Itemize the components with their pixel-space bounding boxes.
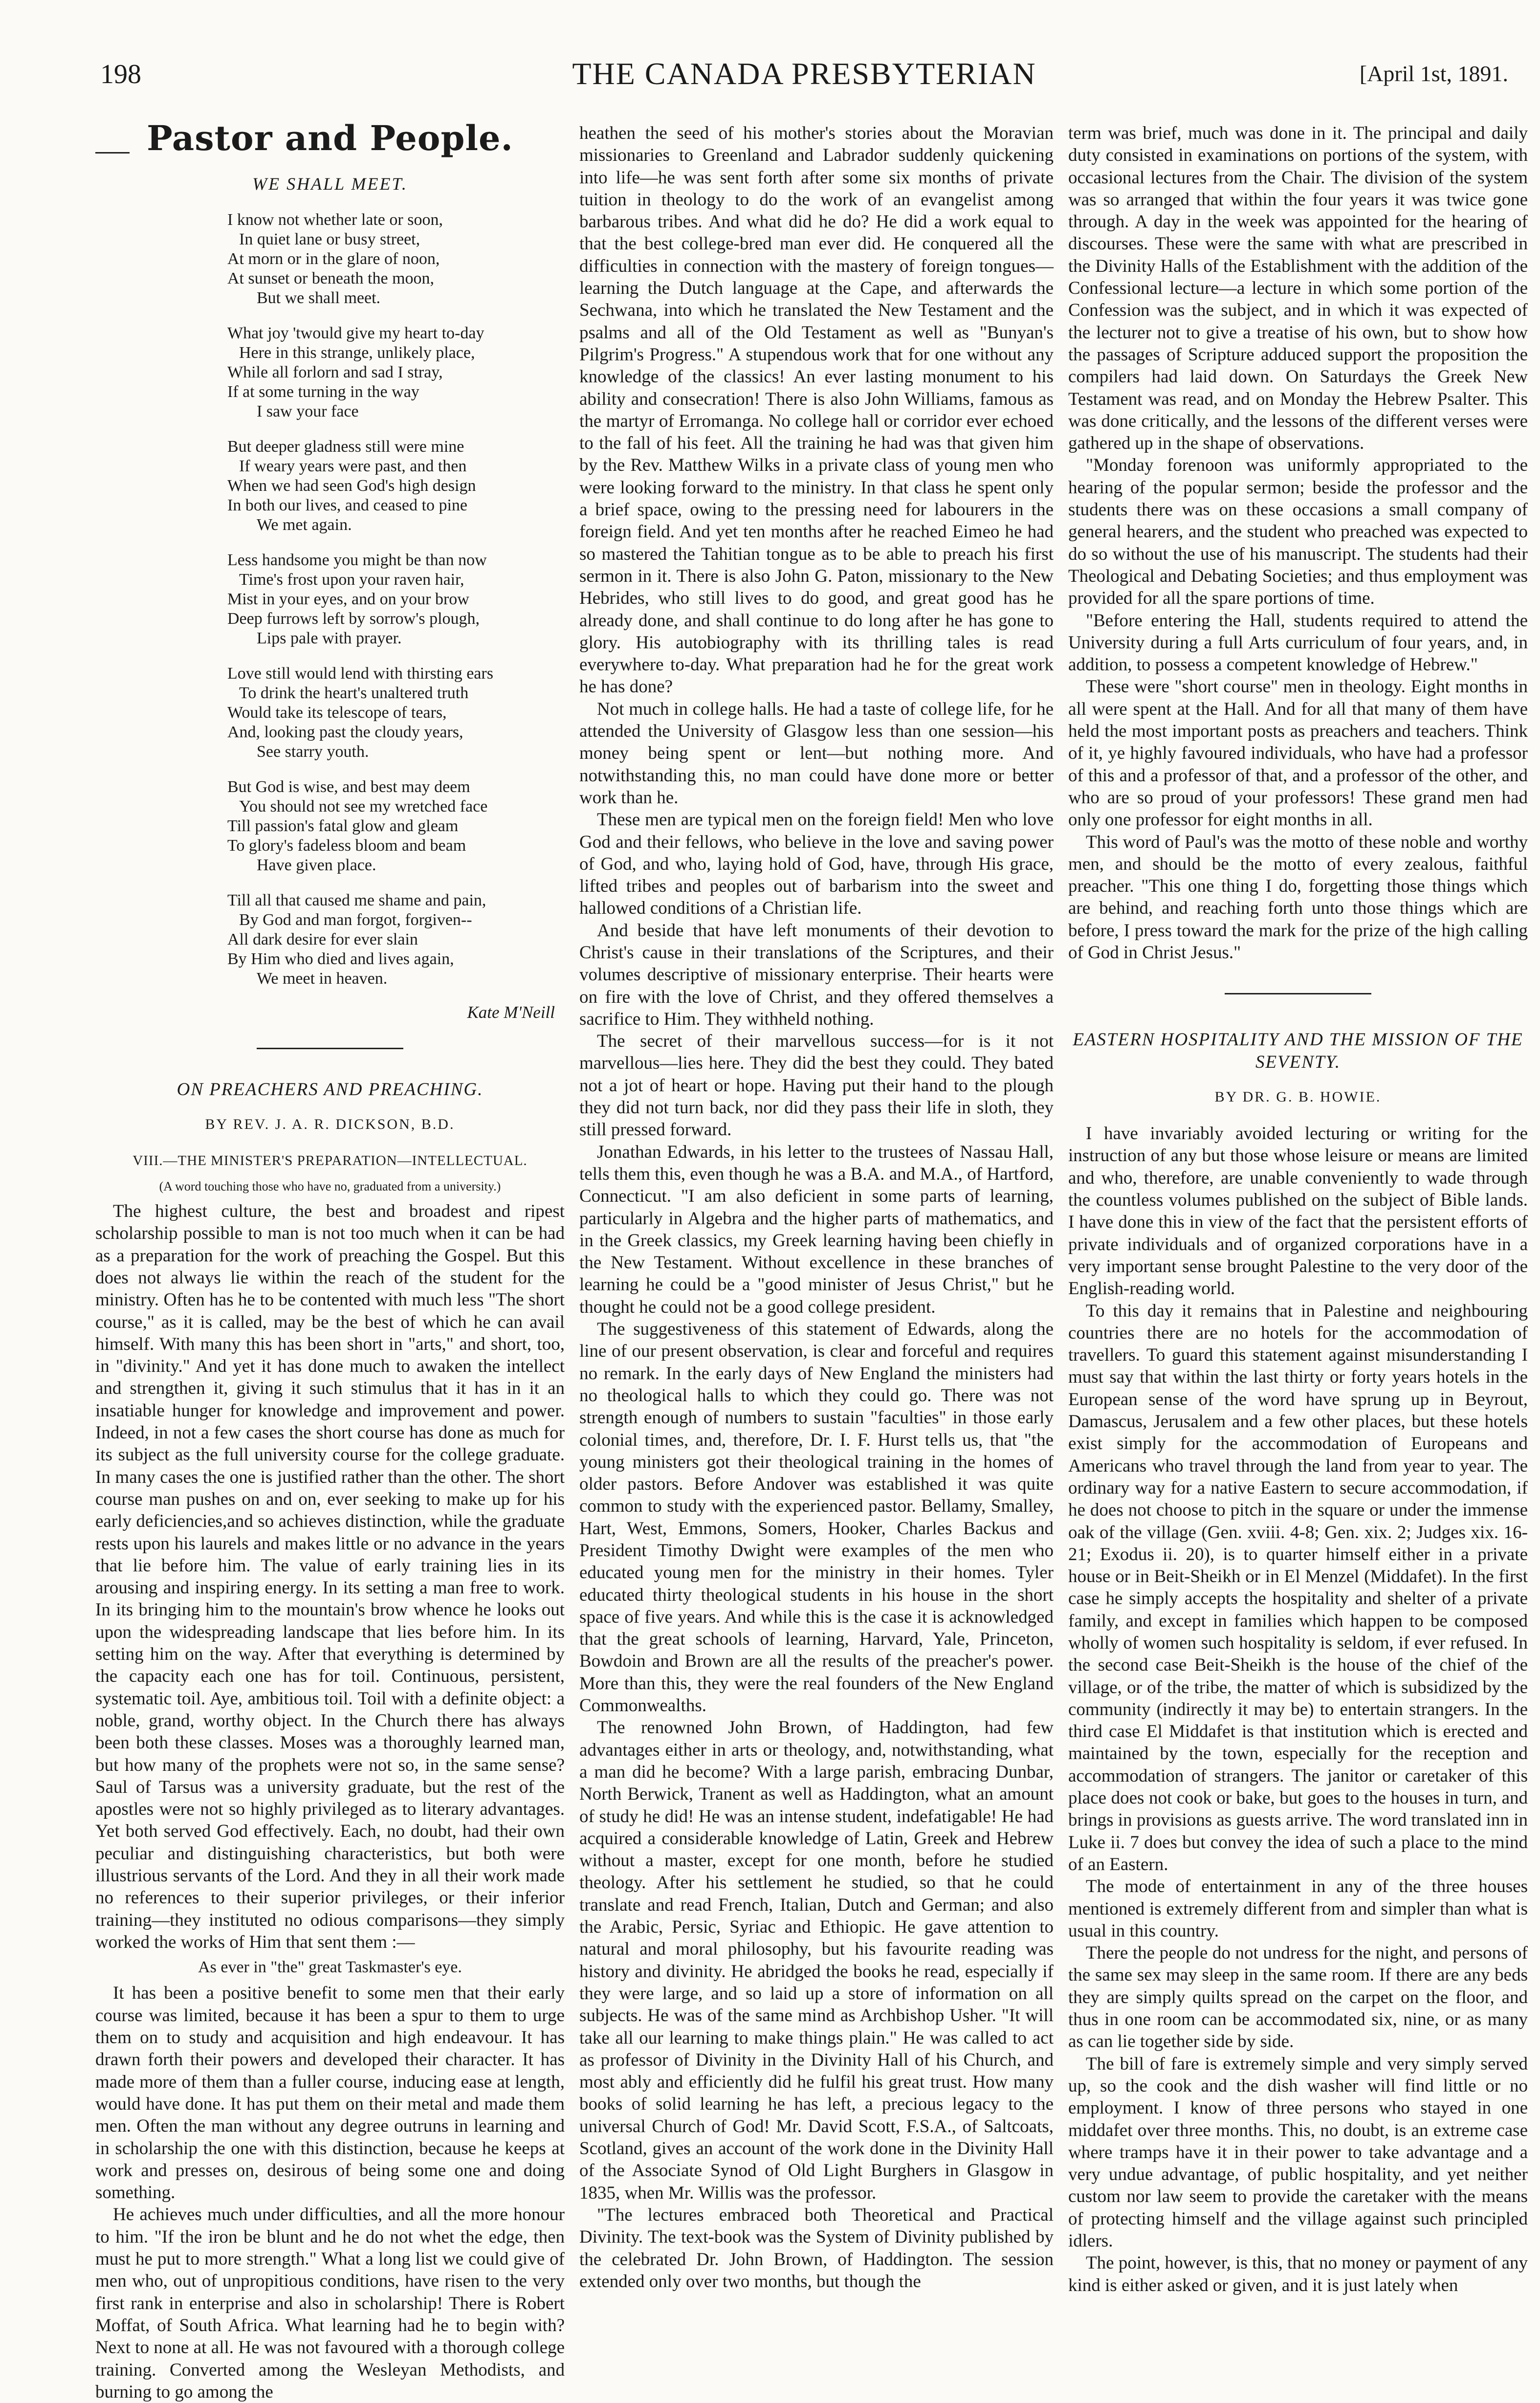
poem-line: Love still would lend with thirsting ears bbox=[227, 664, 493, 683]
column-2 bbox=[579, 122, 1054, 2292]
paragraph: heathen the seed of his mother's stories about the Moravian missionaries to Greenland and Labrador suddenly quickening into life—he was sent forth after some six months of private tuition in theology to do the work of an evangelist among barbarous tribes. And what did he do? He did a work equal to that the best college-bred man ever did. He conquered all the difficulties in connection with the mastery of foreign tongues—learning the Dutch language at the Cape, and afterwards the Sechwana, into which he translated the New Testament and the psalms and all of the Old Testament as well as "Bunyan's Pilgrim's Progress." A stupendous work that for one without any knowledge of the classics! An ever lasting monument to his ability and consecration! There is also John Williams, famous as the martyr of Erromanga. No college hall or corridor ever echoed to the fall of his feet. All the training he had was that given him by the Rev. Matthew Wilks in a private class of young men who were looking forward to the ministry. In that class he spent only a brief space, owing to the pressing need for labourers in the foreign field. And yet ten months after he reached Eimeo he had so mastered the Tahitian tongue as to be able to preach his first sermon in it. There is also John G. Paton, missionary to the New Hebrides, who still lives to do good, and great good has he already done, and shall continue to do long after he has gone to glory. His autobiography with its thrilling tales is read everywhere to-day. What preparation had he for the great work he has done? bbox=[579, 123, 1054, 697]
poem-line: All dark desire for ever slain bbox=[227, 930, 418, 948]
poem-stanza bbox=[227, 210, 565, 308]
issue-date: [April 1st, 1891. bbox=[1359, 61, 1508, 86]
paragraph: Not much in college halls. He had a taste of college life, for he attended the University of Glasgow less than one session—his money being spent or lent—but nothing more. And notwithstanding this, no man could have done more or better work than he. bbox=[579, 699, 1054, 808]
poem-author: Kate M'Neill bbox=[467, 1002, 555, 1022]
paragraph: I have invariably avoided lecturing or writing for the instruction of any but those whose leisure or means are limited and who, therefore, are unable conveniently to wade through the countless volumes published on the subject of Bible lands. I have done this in view of the fact that the persistent efforts of private individuals and of organized corporations have in a very important sense brought Palestine to the very door of the English-reading world. bbox=[1068, 1124, 1528, 1299]
poem-line: Have given place. bbox=[257, 856, 376, 874]
paragraph: The suggestiveness of this statement of Edwards, along the line of our present observation, is clear and forceful and requires no remark. In the early days of New England the ministers had no theological halls to which they could go. There was not strength enough of numbers to sustain "faculties" in those early colonial times, and, therefore, Dr. I. F. Hurst tells us, that "the young ministers got their theological training in the homes of older pastors. Before Andover was established it was quite common to study with the experienced pastor. Bellamy, Smalley, Hart, West, Emmons, Somers, Hooker, Charles Backus and President Timothy Dwight were examples of the men who educated young men for the ministry in their homes. Tyler educated thirty theological students in his house in the short space of five years. And while this is the case it is acknowledged that the great schools of learning, Harvard, Yale, Princeton, Bowdoin and Brown are all the results of the preacher's power. More than this, they were the real founders of the New England Commonwealths. bbox=[579, 1319, 1054, 1716]
poem-title: WE SHALL MEET. bbox=[252, 174, 408, 194]
paragraph: It has been a positive benefit to some men that their early course was limited, because it has been a spur to them to urge them on to study and acquisition and high endeavour. It has drawn forth their powers and developed their character. It has made more of them than a fuller course, inducing ease at length, would have done. It has put them on their metal and made them men. Often the man without any degree outruns in learning and in scholarship the one with this distinction, because he keeps at work and presses on, desirous of being some one and doing something. bbox=[95, 1983, 565, 2203]
poem-line: When we had seen God's high design bbox=[227, 476, 476, 495]
article-title: ON PREACHERS AND PREACHING. bbox=[176, 1079, 484, 1100]
journal-title: THE CANADA PRESBYTERIAN bbox=[572, 56, 1036, 91]
page-number: 198 bbox=[100, 59, 141, 89]
paragraph: "Before entering the Hall, students required to attend the University during a full Arts curriculum of four years, and, in addition, to possess a competent knowledge of Hebrew." bbox=[1068, 610, 1528, 675]
paragraph: Jonathan Edwards, in his letter to the trustees of Nassau Hall, tells them this, even though he was a B.A. and M.A., of Hartford, Connecticut. "I am also deficient in some parts of learning, particularly in Algebra and the higher parts of mathematics, and in the Greek classics, my Greek learning having been chiefly in the New Testament. Without excellence in these branches of learning he could be a "good minister of Jesus Christ," but he thought he could not be a good college president. bbox=[579, 1142, 1054, 1317]
poem-line: And, looking past the cloudy years, bbox=[227, 723, 463, 741]
poem-line: In both our lives, and ceased to pine bbox=[227, 496, 467, 514]
poem-line: Till all that caused me shame and pain, bbox=[227, 891, 486, 909]
poem-stanza bbox=[227, 437, 565, 535]
poem-line: At morn or in the glare of noon, bbox=[227, 249, 440, 268]
article-subhead: VIII.—THE MINISTER'S PREPARATION—INTELLECTUAL. bbox=[132, 1153, 528, 1169]
paragraph: The point, however, is this, that no money or payment of any kind is either asked or given, and it is just lately when bbox=[1068, 2253, 1528, 2295]
section-title: Pastor and People. bbox=[147, 118, 513, 158]
poem-line: In quiet lane or busy street, bbox=[239, 230, 420, 248]
paragraph: The mode of entertainment in any of the three houses mentioned is extremely different from and simpler than what is usual in this country. bbox=[1068, 1876, 1528, 1941]
paragraph: These were "short course" men in theology. Eight months in all were spent at the Hall. And for all that many of them have held the most important posts as preachers and teachers. Think of it, ye highly favoured individuals, who have had a professor of this and a professor of that, and a professor of the other, and who are so proud of your professors! These grand men had only one professor for eight months in all. bbox=[1068, 677, 1528, 830]
article-byline: BY DR. G. B. HOWIE. bbox=[1214, 1088, 1382, 1105]
poem-body bbox=[95, 210, 565, 989]
poem-line: I saw your face bbox=[257, 402, 359, 420]
poem-line: Less handsome you might be than now bbox=[227, 551, 487, 569]
poem-line: By God and man forgot, forgiven-- bbox=[239, 910, 472, 929]
poem-line: But we shall meet. bbox=[257, 288, 381, 307]
poem-line: Would take its telescope of tears, bbox=[227, 703, 447, 722]
poem-stanza bbox=[227, 551, 565, 648]
paragraph: The highest culture, the best and broadest and ripest scholarship possible to man is not too much when it can be had as a preparation for the work of preaching the Gospel. But this does not always lie within the reach of the student for the ministry. Often has he to be contented with much less "The short course," as it is called, may be the best of which he can avail himself. With many this has been short in "arts," and short, too, in "divinity." And yet it has done much to awaken the intellect and strengthen it, giving it such stimulus that it has in it an insatiable hunger for knowledge and improvement and power. Indeed, in not a few cases the short course has done as much for its subject as the full university course for the college graduate. In many cases the one is justified rather than the other. The short course man pushes on and on, ever seeking to make up for his early deficiencies,and so achieves distinction, while the graduate rests upon his laurels and makes little or no advance in the years that lie before him. The value of early training lies in its arousing and inspiring energy. In its setting a man free to work. In its bringing him to the mountain's brow whence he looks out upon the widespreading landscape that lies before him. In its setting him on the way. After that everything is determined by the capacity each one has for toil. Continuous, persistent, systematic toil. Aye, ambitious toil. Toil with a definite object: a noble, grand, worthy object. In the Church there has always been both these classes. Moses was a thoroughly learned man, but how many of the prophets were not so, in the same sense? Saul of Tarsus was a university graduate, but the rest of the apostles were not so highly privileged as to literary advantages. Yet both served God effectively. Each, no doubt, had their own peculiar and distinguishing characteristics, but both were illustrious servants of the Lord. And they in all their work made no references to their superior privileges, or their inferior training—they instituted no odious comparisons—they simply worked the works of Him that sent them :— bbox=[95, 1201, 565, 1952]
poem-line: By Him who died and lives again, bbox=[227, 949, 454, 968]
poem-line: Here in this strange, unlikely place, bbox=[239, 343, 475, 362]
article-note: (A word touching those who have no, graduated from a university.) bbox=[159, 1179, 501, 1193]
poem-line: We meet in heaven. bbox=[257, 969, 388, 988]
paragraph: "The lectures embraced both Theoretical and Practical Divinity. The text-book was the System of Divinity published by the celebrated Dr. John Brown, of Haddington. The session extended only over two months, but though the bbox=[579, 2205, 1054, 2292]
poem-stanza bbox=[227, 891, 565, 989]
poem-line: We met again. bbox=[257, 515, 352, 534]
poem-line: If weary years were past, and then bbox=[239, 457, 467, 475]
article-byline: BY REV. J. A. R. DICKSON, B.D. bbox=[205, 1116, 455, 1133]
poem-line: Time's frost upon your raven hair, bbox=[239, 570, 464, 589]
article-title: EASTERN HOSPITALITY AND THE MISSION OF THE SEVENTY. bbox=[1073, 1030, 1523, 1072]
paragraph: There the people do not undress for the night, and persons of the same sex may sleep in the same room. If there are any beds they are simply quilts spread on the carpet on the floor, and thus in one room can be accommodated six, nine, or as many as can lie together side by side. bbox=[1068, 1943, 1528, 2052]
divider bbox=[257, 1048, 403, 1049]
paragraph: These men are typical men on the foreign field! Men who love God and their fellows, who believe in the love and saving power of God, and who, laying hold of God, have, through His grace, lifted tribes and peoples out of barbarism into the sweet and hallowed conditions of a Christian life. bbox=[579, 810, 1054, 919]
poem-line: But God is wise, and best may deem bbox=[227, 777, 470, 796]
paragraph: He achieves much under difficulties, and all the more honour to him. "If the iron be blunt and he do not whet the edge, then must he put to more strength." What a long list we could give of men who, out of unpropitious conditions, have risen to the very first rank in enterprise and also in scholarship! There is Robert Moffat, of South Africa. What learning had he to begin with? Next to none at all. He was not favoured with a thorough college training. Converted among the Wesleyan Methodists, and burning to go among the bbox=[95, 2205, 565, 2402]
poem-line: See starry youth. bbox=[257, 742, 369, 761]
poem-line: Mist in your eyes, and on your brow bbox=[227, 590, 469, 608]
poem-line: If at some turning in the way bbox=[227, 382, 419, 401]
paragraph: The renowned John Brown, of Haddington, had few advantages either in arts or theology, and, notwithstanding, what a man did he become? With a large parish, embracing Dunbar, North Berwick, Tranent as well as Haddington, what an amount of study he did! He was an intense student, indefatigable! He had acquired a considerable knowledge of Latin, Greek and Hebrew without a master, except for one month, before he studied theology. After his settlement he studied, so that he could translate and read French, Italian, Dutch and German; and also the Arabic, Persic, Syriac and Ethiopic. He gave attention to natural and moral philosophy, but his favourite reading was history and divinity. He abridged the books he read, especially if they were large, and so laid up a store of information on all subjects. He was of the same mind as Archbishop Usher. "It will take all our learning to make things plain." He was called to act as professor of Divinity in the Divinity Hall of his Church, and most ably and efficiently did he fulfil his great trust. How many books of solid learning he has left, a precious legacy to the universal Church of God! Mr. David Scott, F.S.A., of Saltcoats, Scotland, gives an account of the work done in the Divinity Hall of the Associate Synod of Old Light Burghers in Glasgow in 1835, when Mr. Willis was the professor. bbox=[579, 1718, 1054, 2203]
poem-line: To drink the heart's unaltered truth bbox=[239, 683, 469, 702]
paragraph: term was brief, much was done in it. The principal and daily duty consisted in examinations on portions of the system, with occasional lectures from the Chair. The division of the system was so arranged that within the four years it was twice gone through. A day in the week was appointed for the hearing of discourses. These were the same with what are prescribed in the Divinity Halls of the Establishment with the addition of the Confessional lecture—a lecture in which some portion of the Confession was the subject, and in which it was expected of the lecturer not to give a treatise of his own, but to show how the passages of Scripture adduced support the proposition the compilers had laid down. On Saturdays the Greek New Testament was read, and on Monday the Hebrew Psalter. This was done critically, and the lessons of the different verses were gathered up in the shape of observations. bbox=[1068, 123, 1528, 454]
poem-line: You should not see my wretched face bbox=[239, 797, 488, 816]
paragraph: To this day it remains that in Palestine and neighbouring countries there are no hotels for the accommodation of travellers. To guard this statement against misunderstanding I must say that within the last thirty or forty years hotels in the European sense of the word have sprung up in Beyrout, Damascus, Jerusalem and a few other places, but these hotels exist simply for the accommodation of Europeans and Americans who travel through the land from year to year. The ordinary way for a native Eastern to secure accommodation, if he does not choose to pitch in the square or under the immense oak of the village (Gen. xviii. 4-8; Gen. xix. 2; Judges xix. 16-21; Exodus ii. 20), is to quarter himself either in a private house or in Beit-Sheikh or in El Menzel (Middafet). In the first case he simply accepts the hospitality and shelter of a private family, and except in families which happen to be composed wholly of women such hospitality is seldom, if ever refused. In the second case Beit-Sheikh is the house of the chief of the village, or of the tribe, the matter of which is subsidized by the community (indirectly it may be) to entertain strangers. In the third case El Middafet is that institution which is erected and maintained by the town, especially for the reception and accommodation of strangers. The janitor or caretaker of this place does not cook or bake, but goes to the houses in turn, and brings in provisions as guests arrive. The word translated inn in Luke ii. 7 does but convey the idea of such a place to the mind of an Eastern. bbox=[1068, 1301, 1528, 1874]
poem-line: To glory's fadeless bloom and beam bbox=[227, 836, 466, 855]
paragraph: "Monday forenoon was uniformly appropriated to the hearing of the popular sermon; beside the professor and the students there was on these occasions a small company of general hearers, and the student who preached was expected to do so without the use of his manuscript. The students had their Theological and Debating Societies; and thus employment was provided for all the spare portions of time. bbox=[1068, 455, 1528, 609]
poem-line: I know not whether late or soon, bbox=[227, 210, 443, 229]
poem-line: Deep furrows left by sorrow's plough, bbox=[227, 609, 480, 628]
poem-line: Lips pale with prayer. bbox=[257, 629, 402, 647]
page-header bbox=[100, 56, 1508, 103]
paragraph: And beside that have left monuments of their devotion to Christ's cause in their translations of the Scriptures, and their volumes descriptive of missionary enterprise. Their hearts were on fire with the love of Christ, and they offered themselves a sacrifice to Him. They withheld nothing. bbox=[579, 920, 1054, 1029]
poem-line: But deeper gladness still were mine bbox=[227, 437, 464, 456]
paragraph: This word of Paul's was the motto of these noble and worthy men, and should be the motto of every zealous, faithful preacher. "This one thing I do, forgetting those things which are behind, and reaching forth unto those things which are before, I press toward the mark for the prize of the high calling of God in Christ Jesus." bbox=[1068, 832, 1528, 963]
divider bbox=[1225, 993, 1371, 994]
column-3 bbox=[1068, 122, 1528, 2295]
poem-line: What joy 'twould give my heart to-day bbox=[227, 324, 484, 342]
poem-line: At sunset or beneath the moon, bbox=[227, 269, 435, 287]
divider bbox=[95, 152, 130, 154]
poem-stanza bbox=[227, 664, 565, 762]
quote: As ever in "the" great Taskmaster's eye. bbox=[198, 1958, 462, 1977]
poem-line: Till passion's fatal glow and gleam bbox=[227, 816, 459, 835]
poem-stanza bbox=[227, 324, 565, 421]
column-1 bbox=[95, 118, 565, 2402]
paragraph: The secret of their marvellous success—for is it not marvellous—lies here. They did the best they could. They bated not a jot of heart or hope. Having put their hand to the plough they did not turn back, nor did they pass their life in sloth, they still pressed forward. bbox=[579, 1031, 1054, 1140]
poem-stanza bbox=[227, 777, 565, 875]
poem-line: While all forlorn and sad I stray, bbox=[227, 363, 443, 381]
paragraph: The bill of fare is extremely simple and very simply served up, so the cook and the dish washer will find little or no employment. I know of three persons who stayed in one middafet over three months. This, no doubt, is an extreme case where tramps have it in their power to take advantage and a very undue advantage, of public hospitality, and yet neither custom nor law seem to provide the caretaker with the means of protecting himself and the village against such principled idlers. bbox=[1068, 2053, 1528, 2251]
